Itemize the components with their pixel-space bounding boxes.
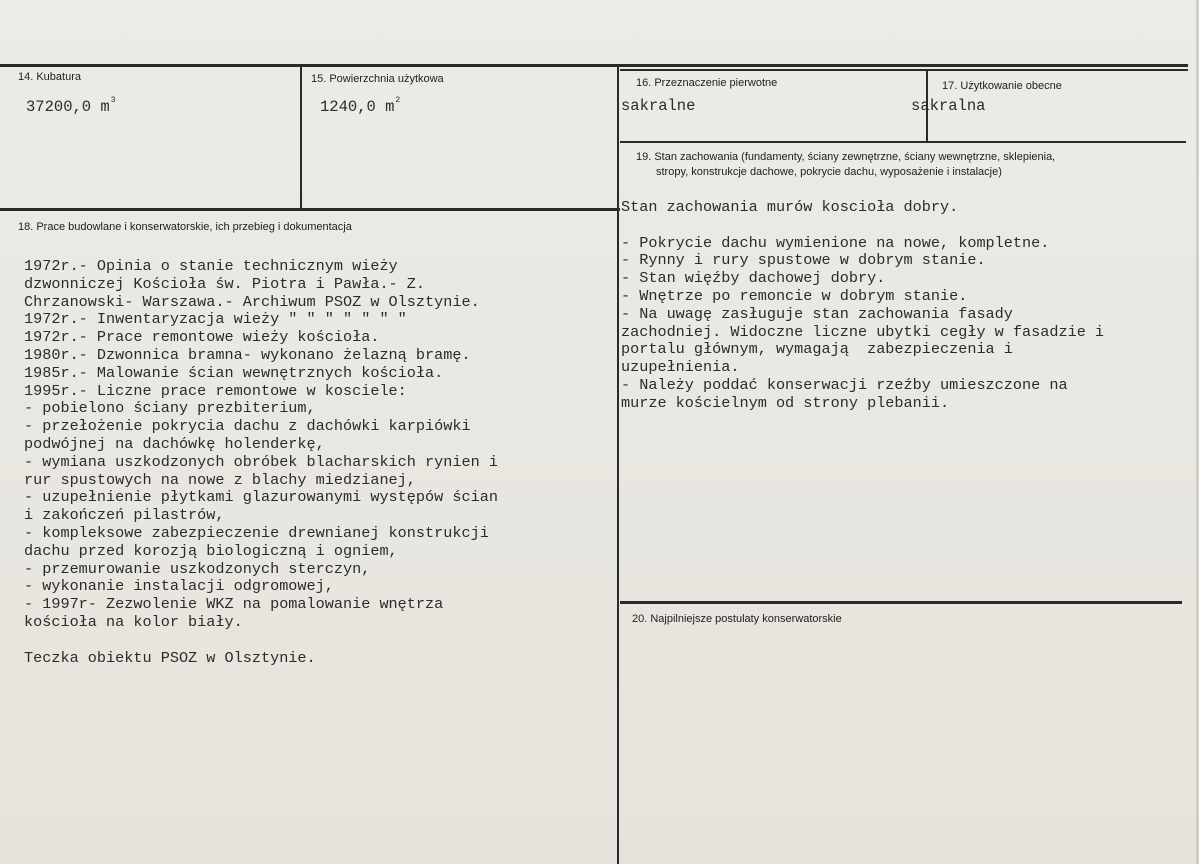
field-14-label: 14. Kubatura xyxy=(18,71,81,83)
text-line: - Należy poddać konserwacji rzeźby umieszczone na xyxy=(621,375,1068,394)
text-line: - Pokrycie dachu wymienione na nowe, kompletne. xyxy=(621,233,1050,252)
rule-16-17-bottom xyxy=(620,141,1186,143)
text-line: murze kościelnym od strony plebanii. xyxy=(621,393,950,412)
field-16-value: sakralne xyxy=(621,97,696,115)
text-line: 1985r.- Malowanie ścian wewnętrznych kościoła. xyxy=(24,363,444,382)
text-line: - przemurowanie uszkodzonych sterczyn, xyxy=(24,559,371,578)
text-line: dachu przed korozją biologiczną i ogniem, xyxy=(24,541,398,560)
rule-20-top xyxy=(620,601,1182,604)
field-18-label: 18. Prace budowlane i konserwatorskie, ich przebieg i dokumentacja xyxy=(18,221,352,233)
field-20-label: 20. Najpilniejsze postulaty konserwatorskie xyxy=(632,613,842,625)
kubatura-unit-exponent: 3 xyxy=(110,96,116,105)
powierzchnia-unit-exponent: 2 xyxy=(395,96,401,105)
text-line: dzwonniczej Kościoła św. Piotra i Pawła.- Z. xyxy=(24,274,426,293)
field-17-value xyxy=(911,97,985,115)
text-line: - 1997r- Zezwolenie WKZ na pomalowanie wnętrza xyxy=(24,595,444,614)
text-line: zachodniej. Widoczne liczne ubytki cegły w fasadzie i xyxy=(621,322,1105,341)
text-line: - Stan więźby dachowej dobry. xyxy=(621,269,886,288)
text-line: - uzupełnienie płytkami glazurowanymi występów ścian xyxy=(24,488,498,507)
text-line: 1972r.- Inwentaryzacja wieży " " " " " " " xyxy=(24,310,407,329)
text-line: 1980r.- Dzwonnica bramna- wykonano żelazną bramę. xyxy=(24,345,471,364)
text-line: Chrzanowski- Warszawa.- Archiwum PSOZ w Olsztynie. xyxy=(24,292,480,311)
rule-top-right xyxy=(620,69,1188,71)
text-line: - przełożenie pokrycia dachu z dachówki karpiówki xyxy=(24,417,471,436)
text-line: - Na uwagę zasługuje stan zachowania fasady xyxy=(621,304,1013,323)
field-19-label-line-2: stropy, konstrukcje dachowe, pokrycie dachu, wyposażenie i instalacje) xyxy=(656,166,1002,178)
text-line: Stan zachowania murów koscioła dobry. xyxy=(621,198,959,216)
divider-14-15 xyxy=(300,64,302,210)
rule-18-top xyxy=(0,208,620,211)
text-line: - wykonanie instalacji odgromowej, xyxy=(24,577,334,596)
rule-top xyxy=(0,64,1188,67)
text-line: - Wnętrze po remoncie w dobrym stanie. xyxy=(621,286,968,305)
field-19-label-line-1: 19. Stan zachowania (fundamenty, ściany zewnętrzne, ściany wewnętrzne, sklepienia, xyxy=(636,151,1056,163)
powierzchnia-value: 1240,0 m xyxy=(320,98,395,116)
text-line: portalu głównym, wymagają zabezpieczenia i xyxy=(621,340,1013,359)
text-line xyxy=(24,632,498,650)
text-line: kościoła na kolor biały. xyxy=(24,612,243,631)
text-line: Teczka obiektu PSOZ w Olsztynie. xyxy=(24,648,316,667)
field-17-value-prefix: s xyxy=(911,97,921,115)
text-line: 1972r.- Prace remontowe wieży kościoła. xyxy=(24,328,380,347)
field-19-label xyxy=(636,150,1186,180)
kubatura-value: 37200,0 m xyxy=(26,98,110,116)
text-line: 1995r.- Liczne prace remontowe w kosciele: xyxy=(24,381,407,400)
text-line: - wymiana uszkodzonych obróbek blacharskich rynien i xyxy=(24,452,498,471)
text-line: uzupełnienia. xyxy=(621,358,740,377)
field-17-label: 17. Użytkowanie obecne xyxy=(942,80,1062,92)
field-15-label: 15. Powierzchnia użytkowa xyxy=(311,73,444,85)
field-17-value-rest: akralna xyxy=(920,97,986,115)
text-line: 1972r.- Opinia o stanie technicznym wieży xyxy=(24,257,398,275)
text-line: i zakończeń pilastrów, xyxy=(24,506,225,525)
text-line: - pobielono ściany prezbiterium, xyxy=(24,399,316,418)
text-line xyxy=(621,217,1104,235)
field-16-label: 16. Przeznaczenie pierwotne xyxy=(636,77,778,89)
field-14-value xyxy=(26,96,116,116)
text-line: podwójnej na dachówkę holenderkę, xyxy=(24,434,325,453)
text-line: - kompleksowe zabezpieczenie drewnianej konstrukcji xyxy=(24,523,489,542)
field-19-text xyxy=(621,199,1104,413)
field-18-text xyxy=(24,258,498,667)
text-line: rur spustowych na nowe z blachy miedzianej, xyxy=(24,470,416,489)
field-15-value xyxy=(320,96,400,116)
divider-15-16 xyxy=(617,64,619,864)
text-line: - Rynny i rury spustowe w dobrym stanie. xyxy=(621,251,986,270)
